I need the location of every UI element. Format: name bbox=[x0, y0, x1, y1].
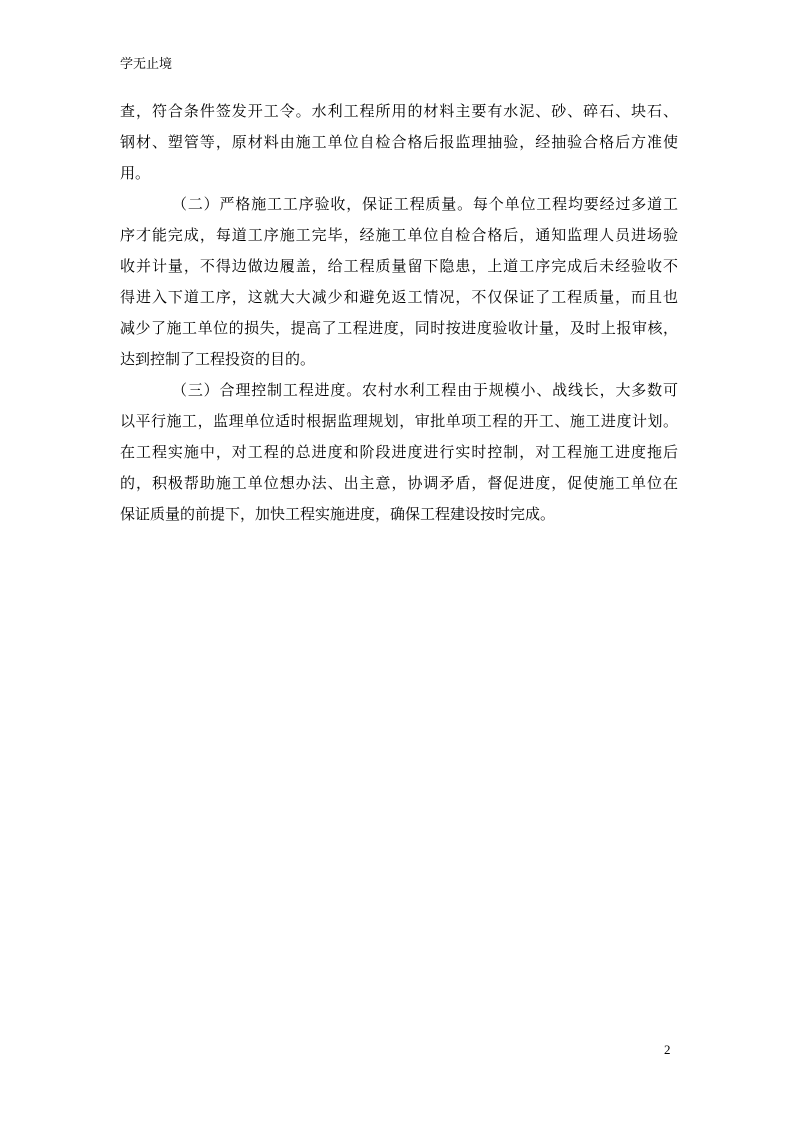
text-line: 钢材、塑管等，原材料由施工单位自检合格后报监理抽验，经抽验合格后方准使 bbox=[120, 133, 678, 151]
text-line: 查，符合条件签发开工令。水利工程所用的材料主要有水泥、砂、碎石、块石、 bbox=[120, 102, 678, 120]
document-body bbox=[120, 96, 678, 530]
text-line: 减少了施工单位的损失，提高了工程进度，同时按进度验收计量，及时上报审核， bbox=[120, 319, 678, 337]
paragraph-start-line: （二）严格施工工序验收，保证工程质量。每个单位工程均要经过多道工 bbox=[172, 195, 678, 213]
text-line: 的，积极帮助施工单位想办法、出主意，协调矛盾，督促进度，促使施工单位在 bbox=[120, 474, 678, 492]
text-line: 以平行施工，监理单位适时根据监理规划，审批单项工程的开工、施工进度计划。 bbox=[120, 412, 678, 430]
text-line: 收并计量，不得边做边履盖，给工程质量留下隐患，上道工序完成后未经验收不 bbox=[120, 257, 678, 275]
text-line: 达到控制了工程投资的目的。 bbox=[120, 350, 316, 368]
paragraph-start-line: （三）合理控制工程进度。农村水利工程由于规模小、战线长，大多数可 bbox=[172, 381, 678, 399]
text-line: 在工程实施中，对工程的总进度和阶段进度进行实时控制，对工程施工进度拖后 bbox=[120, 443, 678, 461]
page-header: 学无止境 bbox=[120, 57, 173, 72]
page-number: 2 bbox=[664, 1042, 671, 1057]
text-line: 序才能完成，每道工序施工完毕，经施工单位自检合格后，通知监理人员进场验 bbox=[120, 226, 678, 244]
text-line: 用。 bbox=[120, 164, 151, 182]
text-line: 得进入下道工序，这就大大减少和避免返工情况，不仅保证了工程质量，而且也 bbox=[120, 288, 678, 306]
text-line: 保证质量的前提下，加快工程实施进度，确保工程建设按时完成。 bbox=[120, 505, 556, 523]
